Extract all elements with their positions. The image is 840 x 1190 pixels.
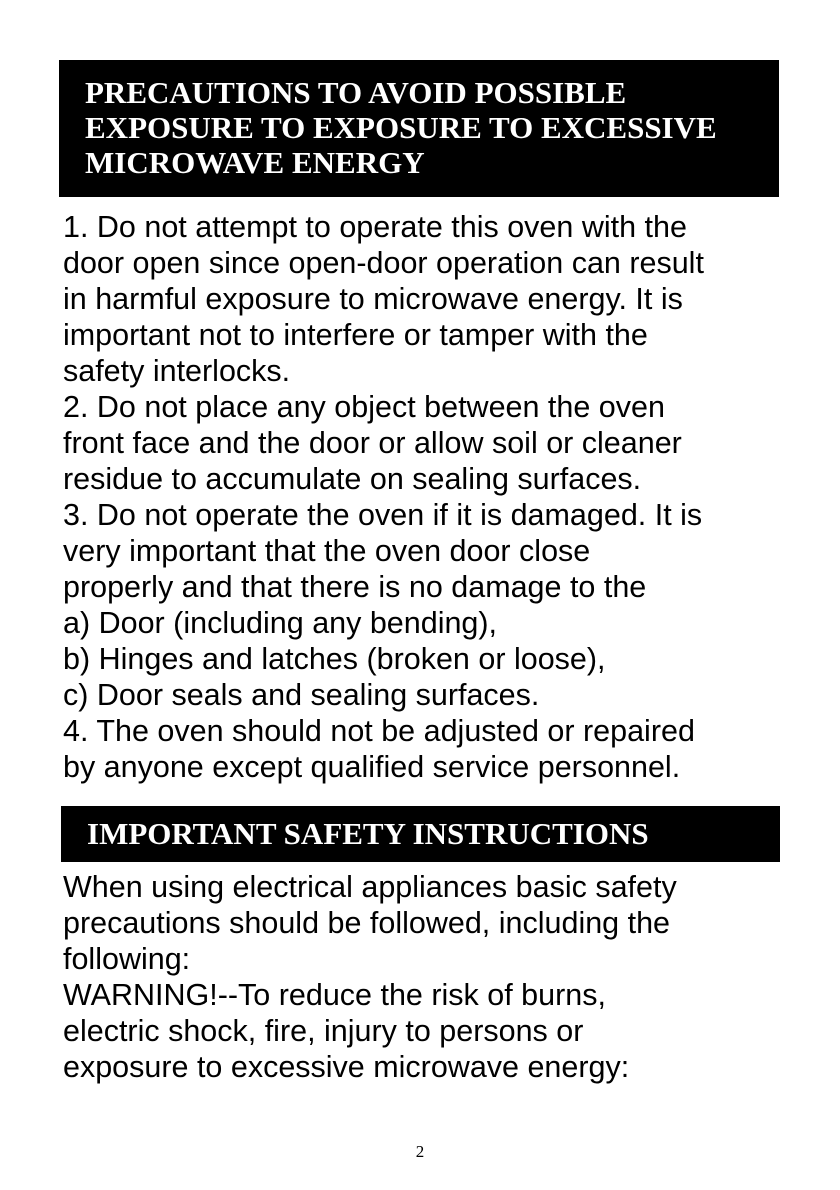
precautions-line-9: 3. Do not operate the oven if it is damaged. It is — [63, 498, 703, 532]
safety-instructions-heading-box — [61, 806, 780, 862]
precautions-line-10: very important that the oven door close — [63, 534, 591, 568]
precautions-line-6: 2. Do not place any object between the oven — [63, 390, 665, 424]
precautions-line-12: a) Door (including any bending), — [63, 606, 498, 640]
safety-line-4: WARNING!--To reduce the risk of burns, — [63, 978, 606, 1012]
safety-instructions-heading: IMPORTANT SAFETY INSTRUCTIONS — [87, 816, 649, 851]
safety-line-1: When using electrical appliances basic safety — [63, 870, 677, 904]
precautions-heading-line-2: EXPOSURE TO EXPOSURE TO EXCESSIVE — [85, 110, 717, 145]
precautions-line-15: 4. The oven should not be adjusted or repaired — [63, 714, 695, 748]
safety-line-3: following: — [63, 942, 191, 976]
precautions-line-2: door open since open-door operation can result — [63, 246, 704, 280]
precautions-heading-box — [59, 60, 779, 197]
safety-instructions-body — [63, 869, 677, 1085]
precautions-line-3: in harmful exposure to microwave energy. It is — [63, 282, 683, 316]
precautions-line-11: properly and that there is no damage to the — [63, 570, 647, 604]
precautions-heading-line-1: PRECAUTIONS TO AVOID POSSIBLE — [85, 75, 627, 110]
precautions-line-8: residue to accumulate on sealing surfaces. — [63, 462, 642, 496]
precautions-line-7: front face and the door or allow soil or cleaner — [63, 426, 682, 460]
safety-line-5: electric shock, fire, injury to persons or — [63, 1014, 584, 1048]
precautions-line-16: by anyone except qualified service personnel. — [63, 750, 681, 784]
safety-line-2: precautions should be followed, including the — [63, 906, 671, 940]
safety-line-6: exposure to excessive microwave energy: — [63, 1050, 630, 1084]
precautions-line-13: b) Hinges and latches (broken or loose), — [63, 642, 606, 676]
page-number: 2 — [415, 1142, 425, 1161]
precautions-heading-line-3: MICROWAVE ENERGY — [85, 145, 425, 180]
precautions-line-4: important not to interfere or tamper with the — [63, 318, 648, 352]
precautions-body — [63, 209, 704, 785]
precautions-line-14: c) Door seals and sealing surfaces. — [63, 678, 540, 712]
precautions-line-5: safety interlocks. — [63, 354, 291, 388]
precautions-line-1: 1. Do not attempt to operate this oven with the — [63, 210, 687, 244]
